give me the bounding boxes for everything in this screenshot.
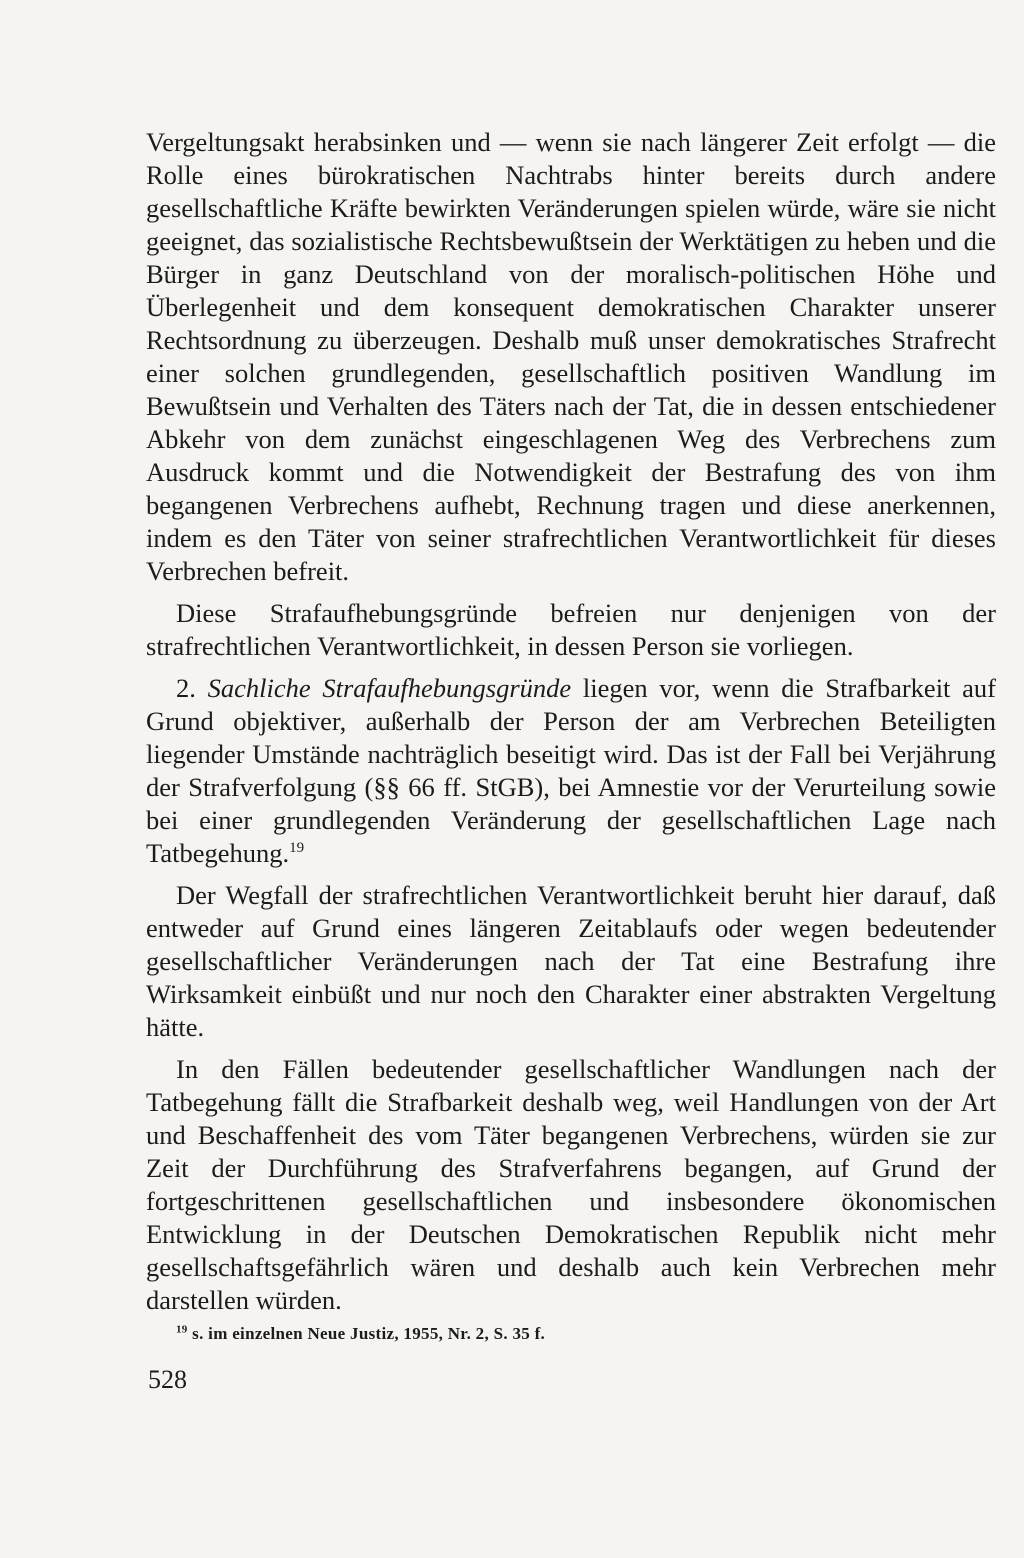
paragraph-2-text: Diese Strafaufhebungsgründe befreien nur denjenigen von der strafrechtlichen Verantwortlichkeit, in dessen Person sie vorliegen. [146, 598, 996, 661]
paragraph-5 [146, 1053, 996, 1317]
paragraph-4 [146, 879, 996, 1044]
paragraph-5-text: In den Fällen bedeutender gesellschaftlicher Wandlungen nach der Tatbegehung fällt die Strafbarkeit deshalb weg, weil Handlungen von der Art und Beschaffenheit des vom Täter begangenen Verbrechens, würden sie zur Zeit der Durchführung des Strafverfahrens begangen, auf Grund der fortgeschrittenen gesellschaftlichen und insbesondere ökonomischen Entwicklung in der Deutschen Demokratischen Republik nicht mehr gesellschaftsgefährlich wären und deshalb auch kein Verbrechen mehr darstellen würden. [146, 1054, 996, 1315]
page-number: 528 [148, 1365, 187, 1394]
footnote-text: s. im einzelnen Neue Justiz, 1955, Nr. 2, S. 35 f. [187, 1324, 546, 1343]
paragraph-1-text: Vergeltungsakt herabsinken und — wenn sie nach längerer Zeit erfolgt — die Rolle eines bürokratischen Nachtrabs hinter bereits durch andere gesellschaftliche Kräfte bewirkten Veränderungen spielen würde, wäre sie nicht geeignet, das sozialistische Rechtsbewußtsein der Werktätigen zu heben und die Bürger in ganz Deutschland von der moralisch-politischen Höhe und Überlegenheit und dem konsequent demokratischen Charakter unserer Rechtsordnung zu überzeugen. Deshalb muß unser demokratisches Strafrecht einer solchen grundlegenden, gesellschaftlich positiven Wandlung im Bewußtsein und Verhalten des Täters nach der Tat, die in dessen entschiedener Abkehr von dem zunächst eingeschlagenen Weg des Verbrechens zum Ausdruck kommt und die Notwendigkeit der Bestrafung des von ihm begangenen Verbrechens aufhebt, Rechnung tragen und diese anerkennen, indem es den Täter von seiner strafrechtlichen Verantwortlichkeit für dieses Verbrechen befreit. [146, 127, 996, 586]
paragraph-4-text: Der Wegfall der strafrechtlichen Verantwortlichkeit beruht hier darauf, daß entweder auf Grund eines längeren Zeitablaufs oder wegen bedeutender gesellschaftlicher Veränderungen nach der Tat eine Bestrafung ihre Wirksamkeit einbüßt und nur noch den Charakter einer abstrakten Vergeltung hätte. [146, 880, 996, 1042]
paragraph-3 [146, 672, 996, 870]
paragraph-3-text: liegen vor, wenn die Strafbarkeit auf Grund objektiver, außerhalb der Person der am Verbrechen Beteiligten liegender Umstände nachträglich beseitigt wird. Das ist der Fall bei Verjährung der Strafverfolgung (§§ 66 ff. StGB), bei Amnestie vor der Verurteilung sowie bei einer grundlegenden Veränderung der gesellschaftlichen Lage nach Tatbegehung. [146, 673, 996, 868]
body-text [146, 126, 996, 1326]
paragraph-3-lead: 2. [176, 673, 208, 703]
paragraph-2 [146, 597, 996, 663]
footnote [176, 1324, 545, 1344]
footnote-marker: 19 [176, 1323, 188, 1336]
paragraph-1 [146, 126, 996, 588]
footnote-reference: 19 [289, 840, 305, 857]
paragraph-3-emphasis: Sachliche Strafaufhebungsgründe [207, 673, 572, 703]
